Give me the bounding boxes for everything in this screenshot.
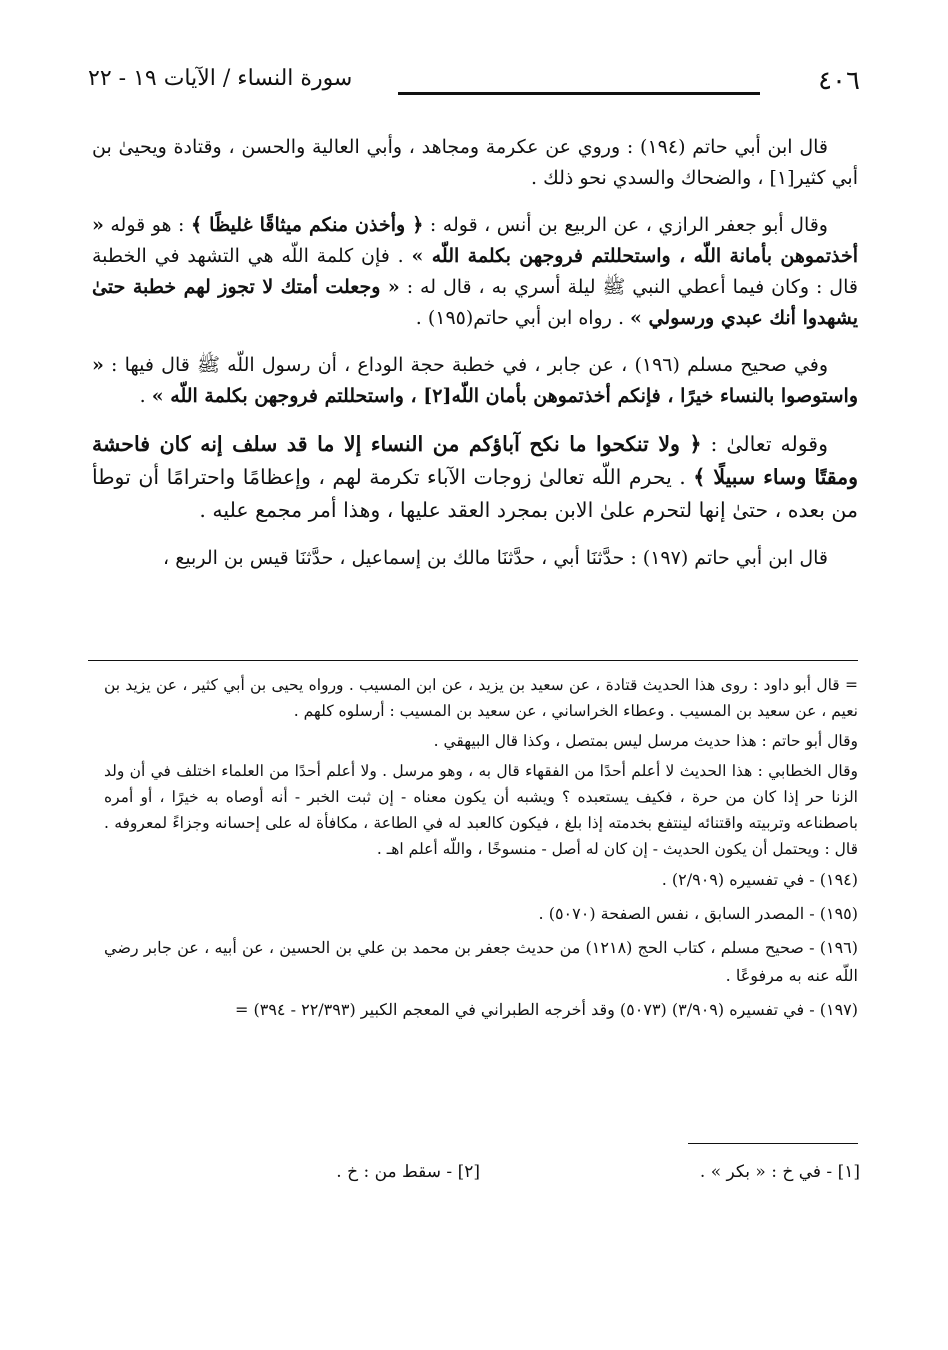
- p2-text-a: وقال أبو جعفر الرازي ، عن الربيع بن أنس ، قوله :: [423, 214, 828, 236]
- note-khattabi: وقال الخطابي : هذا الحديث لا أعلم أحدًا من الفقهاء قال به ، وهو مرسل . ولا أعلم أحدًا من العلماء اختلف في أن ولد الزنا حر إذا كان من حرة ، فكيف يستعبده ؟ ويشبه أن يكون معناه - إن ثبت الخبر - أنه أوصاه به خيرًا ، أو أمره باصطناعه وتربيته واقتنائه لينتفع بخدمته إذا بلغ ، فيكون كالعبد له في الطاعة ، مكافأة له على إحسانه وجزاءً لمعروفه . قال : ويحتمل أن يكون الحديث - إن كان له أصل - منسوخًا ، واللّه أعلم اهـ .: [104, 762, 858, 858]
- paragraph-2: [92, 210, 858, 334]
- footnote-separator: [88, 660, 858, 661]
- note-abu-hatim: وقال أبو حاتم : هذا حديث مرسل ليس بمتصل ، وكذا قال البيهقي .: [433, 732, 858, 750]
- footnote-194: (١٩٤) - في تفسيره (٢/٩٠٩) .: [661, 870, 858, 889]
- footnotes: [104, 672, 858, 1030]
- paragraph-4: [92, 428, 858, 527]
- surah-title: سورة النساء / الآيات ١٩ - ٢٢: [88, 66, 353, 91]
- page-number: ٤٠٦: [818, 66, 860, 96]
- p3-text-b: .: [139, 385, 152, 407]
- note-continuation: = قال أبو داود : روى هذا الحديث قتادة ، عن سعيد بن يزيد ، عن ابن المسيب . ورواه يحيى بن أبي كثير ، عن يزيد بن نعيم ، عن سعيد بن المسيب . وعطاء الخراساني ، عن سعيد بن المسيب : أرسلوه كلهم .: [104, 676, 858, 720]
- variant-note-1: [١] - في خ : « بكر » .: [699, 1162, 860, 1182]
- quran-quote-2: ﴿ ولا تنكحوا ما نكح آباؤكم من النساء إلا ما قد سلف إنه كان فاحشة ومقتًا وساء سبيلًا ﴾: [92, 432, 859, 489]
- paragraph-3: [92, 350, 858, 412]
- p2-text-c: . فإن كلمة اللّه هي التشهد في الخطبة قال : وكان فيما أعطي النبي ﷺ ليلة أسري به ، قال له :: [92, 245, 858, 298]
- footnote-196: (١٩٦) - صحيح مسلم ، كتاب الحج (١٢١٨) من حديث جعفر بن محمد بن علي بن الحسين ، عن أبيه ، عن جابر رضي اللّه عنه به مرفوعًا .: [104, 938, 859, 985]
- footnote-195: (١٩٥) - المصدر السابق ، نفس الصفحة (٥٠٧٠) .: [538, 904, 858, 923]
- p4-text-b: . يحرم اللّه تعالىٰ زوجات الآباء تكرمة لهم ، وإعظامًا واحترامًا أن توطأ من بعده ، حتىٰ إنها لتحرم علىٰ الابن بمجرد العقد عليها ، وهذا أمر مجمع عليه .: [92, 465, 858, 522]
- variant-notes-separator: [688, 1143, 858, 1144]
- quran-quote-1: ﴿ وأخذن منكم ميثاقًا غليظًا ﴾: [190, 214, 424, 236]
- header-rule: [398, 92, 760, 95]
- variant-note-2: [٢] - سقط من : خ .: [336, 1162, 480, 1182]
- hadith-quote-3: « واستوصوا بالنساء خيرًا ، فإنكم أخذتموهن بأمان اللّه[٢] ، واستحللتم فروجهن بكلمة اللّه »: [92, 354, 858, 407]
- p4-text-a: وقوله تعالىٰ :: [701, 432, 829, 456]
- main-text: [92, 132, 858, 590]
- page-header: [88, 66, 860, 106]
- paragraph-5: قال ابن أبي حاتم (١٩٧) : حدَّثنَا أبي ، حدَّثنَا مالك بن إسماعيل ، حدَّثنَا قيس بن الربيع ،: [163, 547, 828, 569]
- p3-text-a: وفي صحيح مسلم (١٩٦) ، عن جابر ، في خطبة حجة الوداع ، أن رسول اللّه ﷺ قال فيها :: [103, 354, 828, 376]
- hadith-quote-2: « وجعلت أمتك لا تجوز لهم خطبة حتىٰ يشهدوا أنك عبدي ورسولي »: [92, 276, 858, 329]
- footnote-197: (١٩٧) - في تفسيره (٣/٩٠٩) (٥٠٧٣) وقد أخرجه الطبراني في المعجم الكبير (٢٢/٣٩٣ - ٣٩٤) =: [235, 1000, 858, 1019]
- variant-notes: [280, 1162, 860, 1192]
- p2-text-d: . رواه ابن أبي حاتم(١٩٥) .: [415, 307, 631, 329]
- p2-text-b: : هو قوله: [103, 214, 191, 236]
- paragraph-1: قال ابن أبي حاتم (١٩٤) : وروي عن عكرمة ومجاهد ، وأبي العالية والحسن ، وقتادة ويحيىٰ بن أبي كثير[١] ، والضحاك والسدي نحو ذلك .: [92, 136, 858, 189]
- hadith-quote-1: « أخذتموهن بأمانة اللّه ، واستحللتم فروجهن بكلمة اللّه »: [92, 214, 858, 267]
